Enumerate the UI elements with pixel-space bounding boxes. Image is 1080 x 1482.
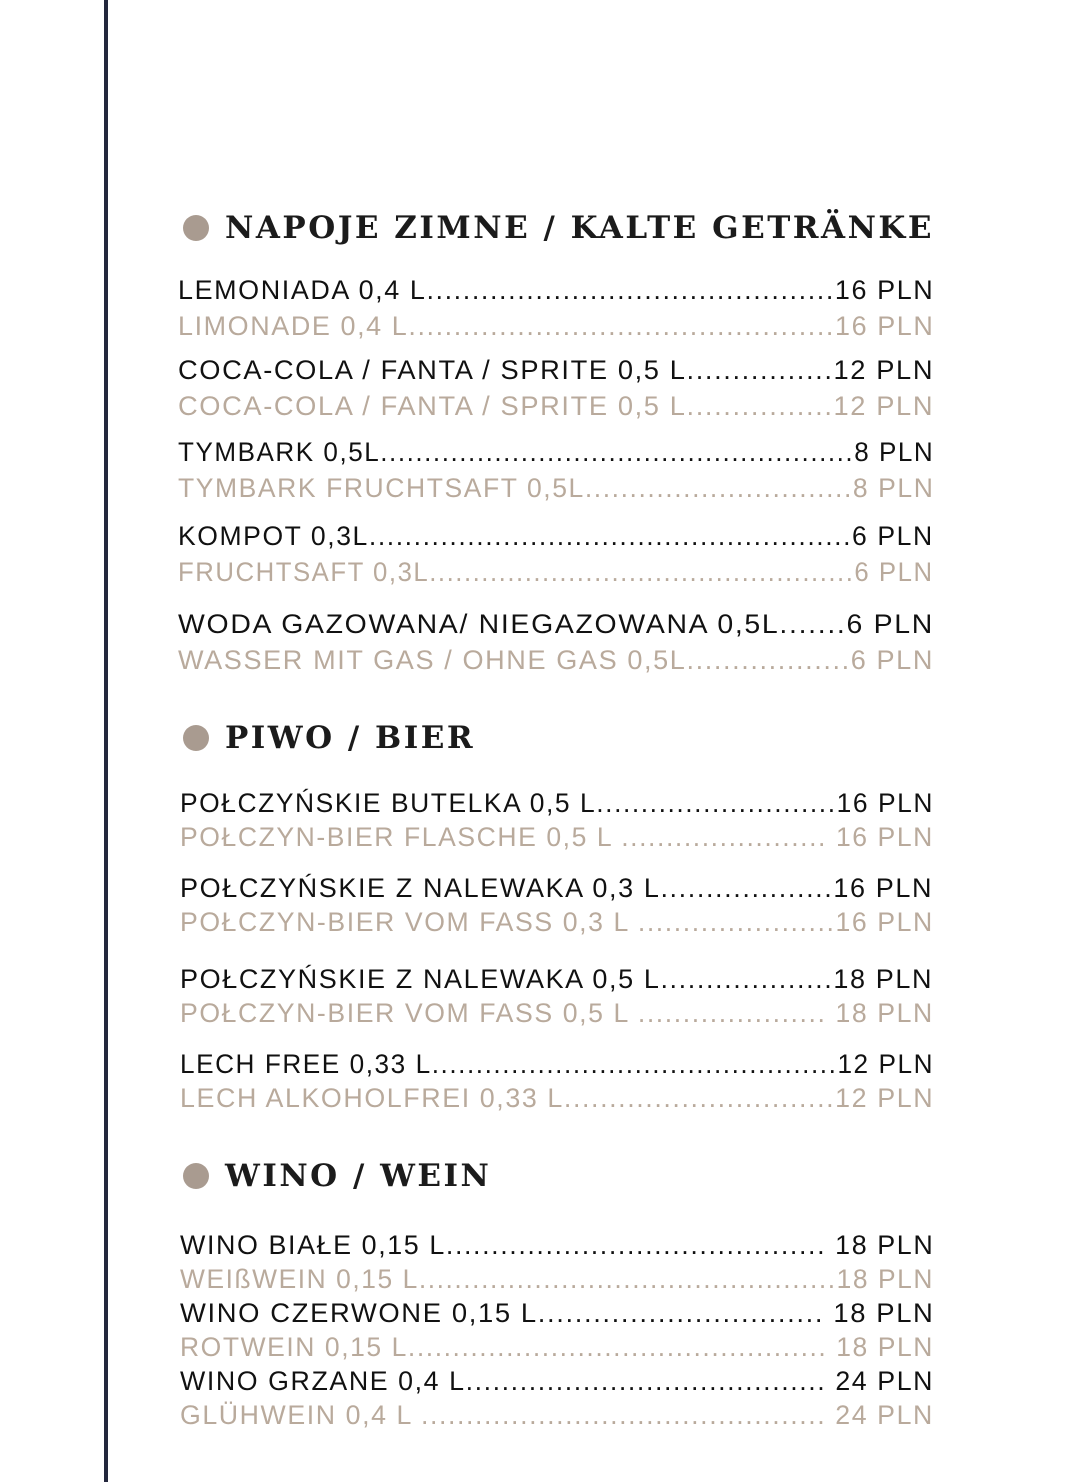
bullet-icon xyxy=(183,725,209,751)
menu-item-pl: POŁCZYŃSKIE BUTELKA 0,5 L...........................16 PLN xyxy=(180,788,935,818)
section-heading-cold-drinks xyxy=(183,208,934,248)
menu-item-pl: LEMONIADA 0,4 L.............................................16 PLN xyxy=(178,275,935,305)
section-title: NAPOJE ZIMNE / KALTE GETRÄNKE xyxy=(225,210,934,246)
section-heading-wine xyxy=(183,1156,491,1196)
bullet-icon xyxy=(183,215,209,241)
menu-item-pl: POŁCZYŃSKIE Z NALEWAKA 0,3 L...................16 PLN xyxy=(180,873,934,903)
menu-item-de: WASSER MIT GAS / OHNE GAS 0,5L..................6 PLN xyxy=(178,645,934,675)
section-heading-beer xyxy=(183,718,475,758)
menu-item-de: GLÜHWEIN 0,4 L ............................................. 24 PLN xyxy=(180,1400,934,1430)
menu-item-pl: COCA-COLA / FANTA / SPRITE 0,5 L................12 PLN xyxy=(178,355,935,385)
menu-item-de: POŁCZYN-BIER VOM FASS 0,5 L ..................... 18 PLN xyxy=(180,998,934,1028)
menu-item-pl: TYMBARK 0,5L......................................................8 PLN xyxy=(178,437,935,467)
bullet-icon xyxy=(183,1163,209,1189)
menu-item-pl: WINO CZERWONE 0,15 L............................... 18 PLN xyxy=(180,1298,935,1328)
menu-item-de: ROTWEIN 0,15 L............................................... 18 PLN xyxy=(180,1332,934,1362)
menu-item-pl: LECH FREE 0,33 L..............................................12 PLN xyxy=(180,1049,935,1079)
section-title: WINO / WEIN xyxy=(225,1158,492,1194)
menu-item-de: LIMONADE 0,4 L...............................................16 PLN xyxy=(178,311,935,341)
menu-item-pl: POŁCZYŃSKIE Z NALEWAKA 0,5 L...................18 PLN xyxy=(180,964,934,994)
menu-item-de: TYMBARK FRUCHTSAFT 0,5L..............................8 PLN xyxy=(178,473,935,503)
menu-item-de: WEIßWEIN 0,15 L...............................................18 PLN xyxy=(180,1264,934,1294)
menu-item-de: LECH ALKOHOLFREI 0,33 L..............................12 PLN xyxy=(180,1083,935,1113)
side-rule xyxy=(104,0,108,1482)
menu-item-pl: WINO BIAŁE 0,15 L.......................................... 18 PLN xyxy=(180,1230,935,1260)
menu-item-de: COCA-COLA / FANTA / SPRITE 0,5 L................12 PLN xyxy=(178,391,935,421)
menu-item-pl: WINO GRZANE 0,4 L........................................ 24 PLN xyxy=(180,1366,935,1396)
menu-item-de: POŁCZYN-BIER FLASCHE 0,5 L ....................... 16 PLN xyxy=(180,822,934,852)
menu-item-pl: KOMPOT 0,3L......................................................6 PLN xyxy=(178,521,934,551)
section-title: PIWO / BIER xyxy=(225,720,476,756)
menu-item-de: FRUCHTSAFT 0,3L.................................................6 PLN xyxy=(178,557,934,587)
menu-item-de: POŁCZYN-BIER VOM FASS 0,3 L ......................16 PLN xyxy=(180,907,934,937)
menu-item-pl: WODA GAZOWANA/ NIEGAZOWANA 0,5L.......6 PLN xyxy=(178,609,934,639)
